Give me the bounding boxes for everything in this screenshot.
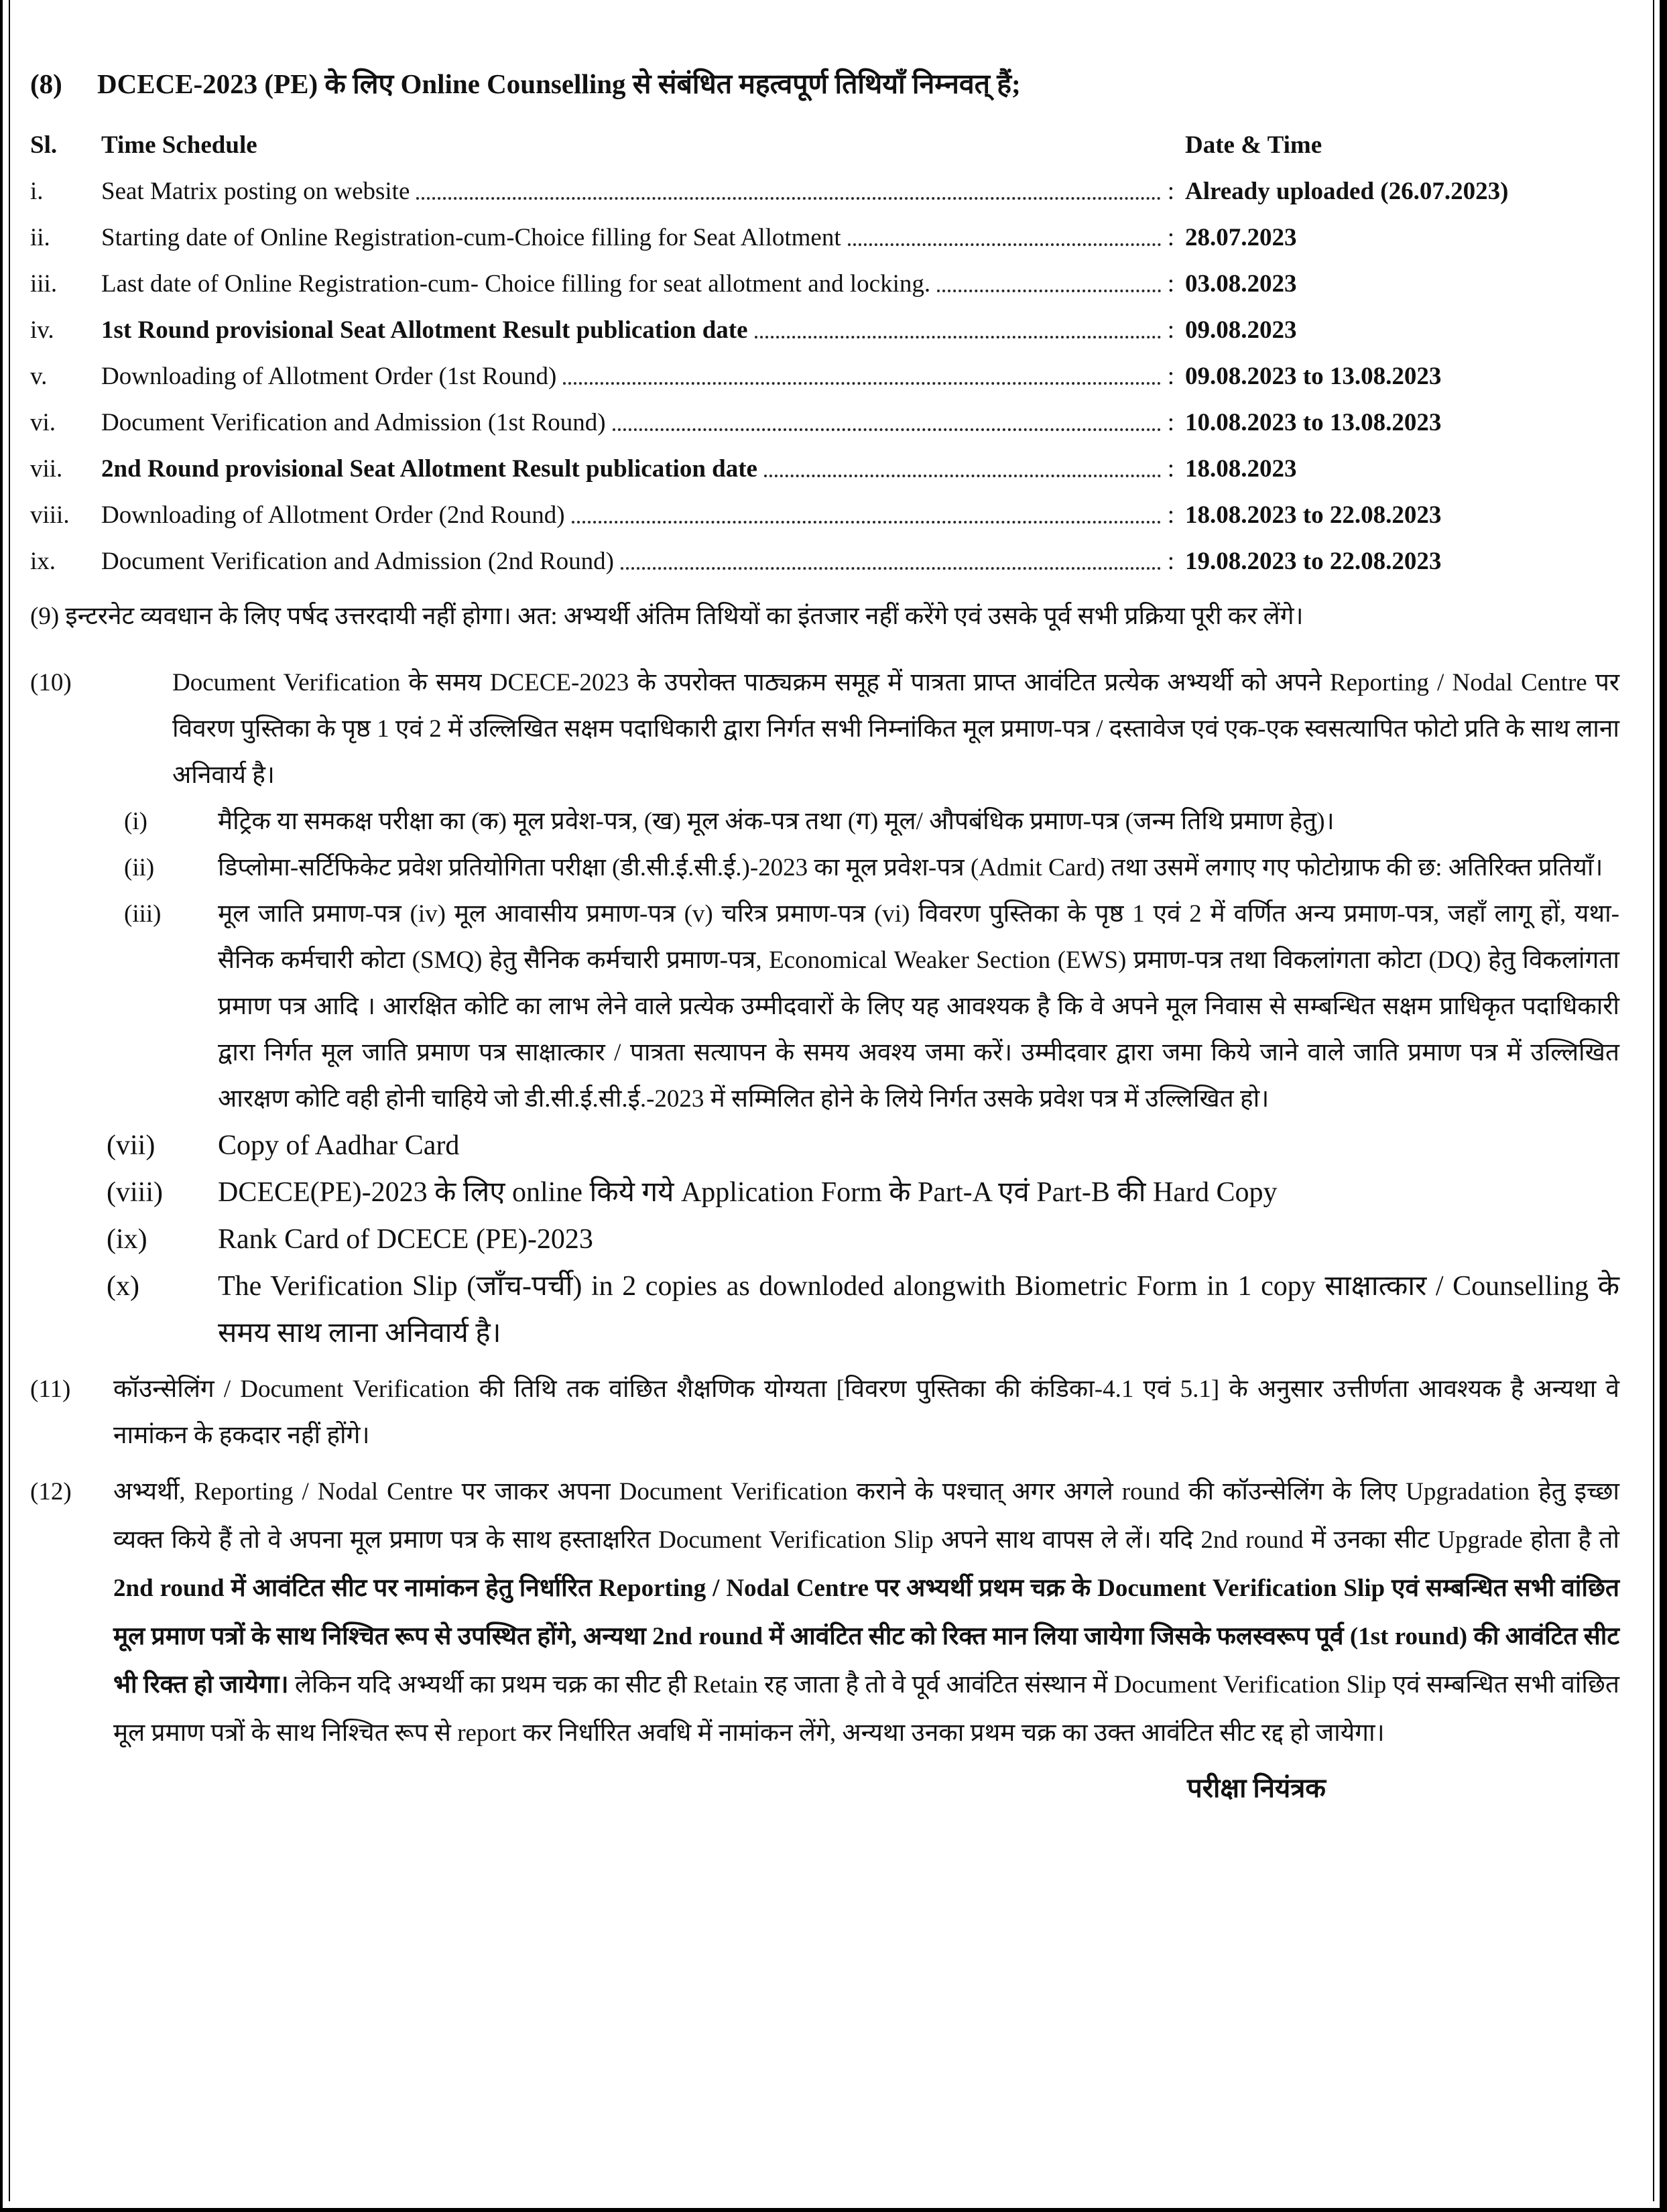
- table-row: [30, 252, 1619, 298]
- row-serial: vi.: [30, 409, 56, 436]
- row-label: Downloading of Allotment Order (2nd Round): [101, 501, 565, 529]
- section-8-title: DCECE-2023 (PE) के लिए Online Counselling से संबंधित महत्वपूर्ण तिथियाँ निम्नवत् हैं;: [97, 68, 1021, 99]
- row-separator: :: [1167, 548, 1174, 575]
- list-item-ii: [124, 845, 1619, 891]
- schedule-table-body: [30, 160, 1619, 576]
- list-item-vii: [107, 1122, 1619, 1169]
- section-9: [30, 593, 1619, 639]
- signature-exam-controller: परीक्षा नियंत्रक: [1186, 1773, 1326, 1803]
- dotted-leader: [613, 428, 1161, 431]
- section-11: [30, 1366, 1619, 1459]
- row-label: 2nd Round provisional Seat Allotment Result publication date: [101, 455, 757, 483]
- table-row: [30, 483, 1619, 530]
- section-10-intro: Document Verification के समय DCECE-2023 के उपरोक्त पाठ्यक्रम समूह में पात्रता प्राप्त आवंटित प्रत्येक अभ्यर्थी को अपने Reporting / Nodal Centre पर विवरण पुस्तिका के पृष्ठ 1 एवं 2 में उल्लिखित सक्षम पदाधिकारी द्वारा निर्गत सभी निम्नांकित मूल प्रमाण-पत्र / दस्तावेज एवं एक-एक स्वसत्यापित फोटो प्रति के साथ लाना अनिवार्य है।: [172, 669, 1619, 789]
- dotted-leader: [848, 243, 1161, 246]
- section-12-text: अभ्यर्थी, Reporting / Nodal Centre पर जाकर अपना Document Verification कराने के पश्चात् अगर अगले round की कॉउन्सेलिंग के लिए Upgradation हेतु इच्छा व्यक्त किये हैं तो वे अपना मूल प्रमाण पत्र के साथ हस्ताक्षरित Document Verification Slip अपने साथ वापस ले लें। यदि 2nd round में उनका सीट Upgrade होता है तो 2nd round में आवंटित सीट पर नामांकन हेतु निर्धारित Reporting / Nodal Centre पर अभ्यर्थी प्रथम चक्र के Document Verification Slip एवं सम्बन्धित सभी वांछित मूल प्रमाण पत्रों के साथ निश्चित रूप से उपस्थित होंगे, अन्यथा 2nd round में आवंटित सीट को रिक्त मान लिया जायेगा जिसके फलस्वरूप पूर्व (1st round) की आवंटित सीट भी रिक्त हो जायेगा। लेकिन यदि अभ्यर्थी का प्रथम चक्र का सीट ही Retain रह जाता है तो वे पूर्व आवंटित संस्थान में Document Verification Slip एवं सम्बन्धित सभी वांछित मूल प्रमाण पत्रों के साथ निश्चित रूप से report कर निर्धारित अवधि में नामांकन लेंगे, अन्यथा उनका प्रथम चक्र का उक्त आवंटित सीट रद्द हो जायेगा।: [113, 1478, 1619, 1747]
- row-separator: :: [1167, 501, 1174, 529]
- row-label: Downloading of Allotment Order (1st Round): [101, 363, 557, 390]
- row-date: 09.08.2023: [1185, 316, 1297, 344]
- row-serial: vii.: [30, 455, 63, 483]
- row-date: 03.08.2023: [1185, 270, 1297, 298]
- table-row: [30, 530, 1619, 576]
- item-number: (i): [124, 808, 147, 835]
- section-number: (10): [30, 669, 72, 696]
- list-item-x: [107, 1263, 1619, 1357]
- item-number: (x): [107, 1271, 139, 1302]
- section-11-text: कॉउन्सेलिंग / Document Verification की तिथि तक वांछित शैक्षणिक योग्यता [विवरण पुस्तिका की कंडिका-4.1 एवं 5.1] के अनुसार उत्तीर्णता आवश्यक है अन्यथा वे नामांकन के हकदार नहीं होंगे।: [113, 1375, 1619, 1449]
- dotted-leader: [937, 290, 1161, 292]
- header-date-time: Date & Time: [1185, 131, 1322, 159]
- row-serial: iv.: [30, 316, 54, 344]
- row-serial: viii.: [30, 501, 70, 529]
- row-label: Seat Matrix posting on website: [101, 178, 410, 205]
- dotted-leader: [621, 567, 1161, 570]
- row-separator: :: [1167, 270, 1174, 298]
- row-separator: :: [1167, 178, 1174, 205]
- document-page: [9, 0, 1654, 2201]
- dotted-leader: [572, 521, 1161, 524]
- row-date: Already uploaded (26.07.2023): [1185, 178, 1509, 205]
- row-date: 18.08.2023: [1185, 455, 1297, 483]
- table-row: [30, 298, 1619, 345]
- header-time-schedule: Time Schedule: [101, 131, 257, 159]
- row-label: Document Verification and Admission (1st Round): [101, 409, 606, 436]
- row-date: 28.07.2023: [1185, 224, 1297, 251]
- item-number: (vii): [107, 1130, 156, 1161]
- section-12: [30, 1468, 1619, 1758]
- item-text: Copy of Aadhar Card: [218, 1130, 460, 1161]
- table-row: [30, 391, 1619, 437]
- table-row: [30, 437, 1619, 483]
- item-number: (viii): [107, 1177, 163, 1208]
- row-date: 09.08.2023 to 13.08.2023: [1185, 363, 1442, 390]
- row-date: 18.08.2023 to 22.08.2023: [1185, 501, 1442, 529]
- row-serial: iii.: [30, 270, 58, 298]
- section-9-text: इन्टरनेट व्यवधान के लिए पर्षद उत्तरदायी नहीं होगा। अत: अभ्यर्थी अंतिम तिथियों का इंतजार नहीं करेंगे एवं उसके पूर्व सभी प्रक्रिया पूरी कर लेंगे।: [65, 603, 1304, 630]
- item-text: The Verification Slip (जाँच-पर्ची) in 2 copies as downloded alongwith Biometric Form in 1 copy साक्षात्कार / Counselling के समय साथ लाना अनिवार्य है।: [218, 1271, 1619, 1349]
- schedule-table: [30, 118, 1619, 576]
- item-text: डिप्लोमा-सर्टिफिकेट प्रवेश प्रतियोगिता परीक्षा (डी.सी.ई.सी.ई.)-2023 का मूल प्रवेश-पत्र (Admit Card) तथा उसमें लगाए गए फोटोग्राफ की छ: अतिरिक्त प्रतियाँ।: [218, 854, 1603, 881]
- schedule-table-header: [30, 118, 1619, 160]
- section-number: (8): [30, 68, 62, 99]
- dotted-leader: [755, 336, 1161, 339]
- section-8-heading: [30, 64, 1619, 102]
- row-serial: v.: [30, 363, 48, 390]
- table-row: [30, 206, 1619, 252]
- section-number: (12): [30, 1478, 72, 1506]
- item-number: (ix): [107, 1224, 147, 1255]
- item-text: Rank Card of DCECE (PE)-2023: [218, 1224, 593, 1255]
- row-serial: ii.: [30, 224, 50, 251]
- item-text: मैट्रिक या समकक्ष परीक्षा का (क) मूल प्रवेश-पत्र, (ख) मूल अंक-पत्र तथा (ग) मूल/ औपबंधिक प्रमाण-पत्र (जन्म तिथि प्रमाण हेतु)।: [218, 808, 1335, 835]
- list-item-i: [124, 798, 1619, 845]
- list-item-iii: [124, 891, 1619, 1122]
- item-text: DCECE(PE)-2023 के लिए online किये गये Application Form के Part-A एवं Part-B की Hard Copy: [218, 1177, 1278, 1208]
- row-separator: :: [1167, 224, 1174, 251]
- row-date: 10.08.2023 to 13.08.2023: [1185, 409, 1442, 436]
- row-label: Last date of Online Registration-cum- Choice filling for seat allotment and locking.: [101, 270, 931, 298]
- item-text: मूल जाति प्रमाण-पत्र (iv) मूल आवासीय प्रमाण-पत्र (v) चरित्र प्रमाण-पत्र (vi) विवरण पुस्तिका के पृष्ठ 1 एवं 2 में वर्णित अन्य प्रमाण-पत्र, जहाँ लागू हों, यथा- सैनिक कर्मचारी कोटा (SMQ) हेतु सैनिक कर्मचारी प्रमाण-पत्र, Economical Weaker Section (EWS) प्रमाण-पत्र तथा विकलांगता कोटा (DQ) हेतु विकलांगता प्रमाण पत्र आदि । आरक्षित कोटि का लाभ लेने वाले प्रत्येक उम्मीदवारों के लिए यह आवश्यक है कि वे अपने मूल निवास से सम्बन्धित सक्षम प्राधिकृत पदाधिकारी द्वारा निर्गत मूल जाति प्रमाण पत्र साक्षात्कार / पात्रता सत्यापन के समय अवश्य जमा करें। उम्मीदवार द्वारा जमा किये जाने वाले जाति प्रमाण पत्र में उल्लिखित आरक्षण कोटि वही होनी चाहिये जो डी.सी.ई.सी.ई.-2023 में सम्मिलित होने के लिये निर्गत उसके प्रवेश पत्र में उल्लिखित हो।: [218, 900, 1619, 1113]
- row-separator: :: [1167, 316, 1174, 344]
- table-row: [30, 160, 1619, 206]
- list-item-viii: [107, 1169, 1619, 1216]
- dotted-leader: [764, 475, 1161, 477]
- dotted-leader: [563, 382, 1160, 385]
- section-10: [30, 660, 1619, 798]
- row-serial: ix.: [30, 548, 56, 575]
- table-row: [30, 345, 1619, 391]
- item-number: (iii): [124, 900, 162, 928]
- row-label: Document Verification and Admission (2nd Round): [101, 548, 614, 575]
- row-separator: :: [1167, 363, 1174, 390]
- section-number: (11): [30, 1375, 71, 1403]
- row-date: 19.08.2023 to 22.08.2023: [1185, 548, 1442, 575]
- row-serial: i.: [30, 178, 44, 205]
- row-label: Starting date of Online Registration-cum-Choice filling for Seat Allotment: [101, 224, 841, 251]
- row-label: 1st Round provisional Seat Allotment Result publication date: [101, 316, 748, 344]
- item-number: (ii): [124, 854, 155, 881]
- header-sl: Sl.: [30, 131, 58, 159]
- row-separator: :: [1167, 455, 1174, 483]
- section-number: (9): [30, 603, 60, 630]
- list-item-ix: [107, 1216, 1619, 1263]
- row-separator: :: [1167, 409, 1174, 436]
- dotted-leader: [416, 197, 1160, 200]
